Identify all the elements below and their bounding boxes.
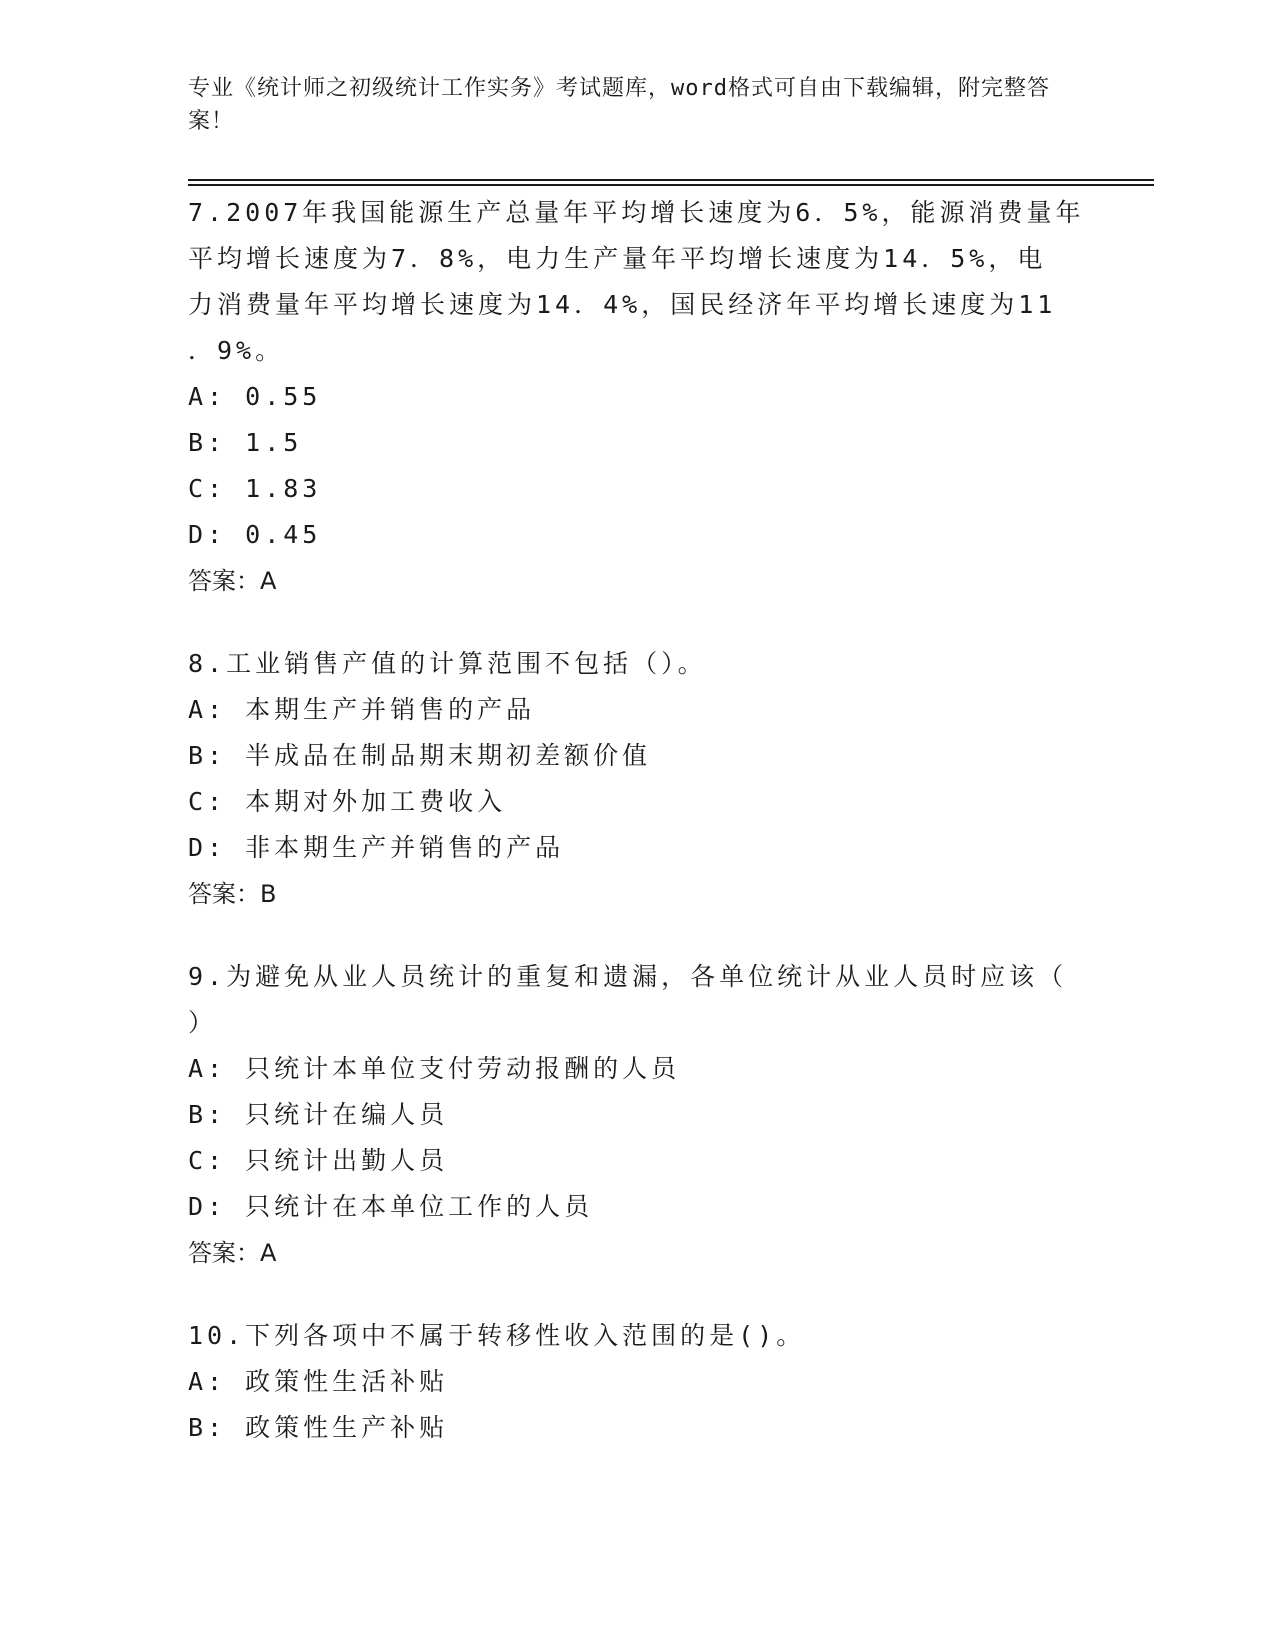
question-line: 平均增长速度为7．8%，电力生产量年平均增长速度为14．5%，电 — [188, 244, 1047, 273]
option-d: D: 非本期生产并销售的产品 — [188, 833, 565, 862]
option-a: A: 本期生产并销售的产品 — [188, 695, 536, 724]
question-line: 9.为避免从业人员统计的重复和遗漏，各单位统计从业人员时应该（ — [188, 962, 1068, 991]
question-line: ．9%。 — [188, 336, 285, 365]
question-item — [188, 641, 1088, 917]
question-line: 10.下列各项中不属于转移性收入范围的是()。 — [188, 1321, 806, 1350]
option-a: A: 0.55 — [188, 382, 322, 411]
option-b: B: 1.5 — [188, 428, 303, 457]
option-a: A: 只统计本单位支付劳动报酬的人员 — [188, 1054, 681, 1083]
question-item — [188, 1313, 1088, 1451]
option-c: C: 只统计出勤人员 — [188, 1146, 449, 1175]
question-line: ） — [188, 1008, 218, 1037]
header-rule-bottom — [188, 184, 1154, 186]
option-b: B: 政策性生产补贴 — [188, 1413, 449, 1442]
answer-text: 答案：A — [188, 1239, 277, 1267]
question-item — [188, 190, 1088, 604]
question-list — [188, 190, 1088, 1488]
option-d: D: 只统计在本单位工作的人员 — [188, 1192, 594, 1221]
answer-text: 答案：A — [188, 567, 277, 595]
question-line: 力消费量年平均增长速度为14．4%，国民经济年平均增长速度为11 — [188, 290, 1057, 319]
question-item — [188, 954, 1088, 1276]
option-c: C: 1.83 — [188, 474, 322, 503]
option-b: B: 只统计在编人员 — [188, 1100, 449, 1129]
option-a: A: 政策性生活补贴 — [188, 1367, 449, 1396]
option-c: C: 本期对外加工费收入 — [188, 787, 507, 816]
question-line: 7.2007年我国能源生产总量年平均增长速度为6．5%，能源消费量年 — [188, 198, 1085, 227]
header-rule-top — [188, 179, 1154, 181]
answer-text: 答案：B — [188, 880, 277, 908]
document-header: 专业《统计师之初级统计工作实务》考试题库，word格式可自由下载编辑，附完整答案！ — [188, 76, 1050, 134]
question-line: 8.工业销售产值的计算范围不包括（）。 — [188, 649, 707, 678]
option-b: B: 半成品在制品期末期初差额价值 — [188, 741, 652, 770]
option-d: D: 0.45 — [188, 520, 322, 549]
